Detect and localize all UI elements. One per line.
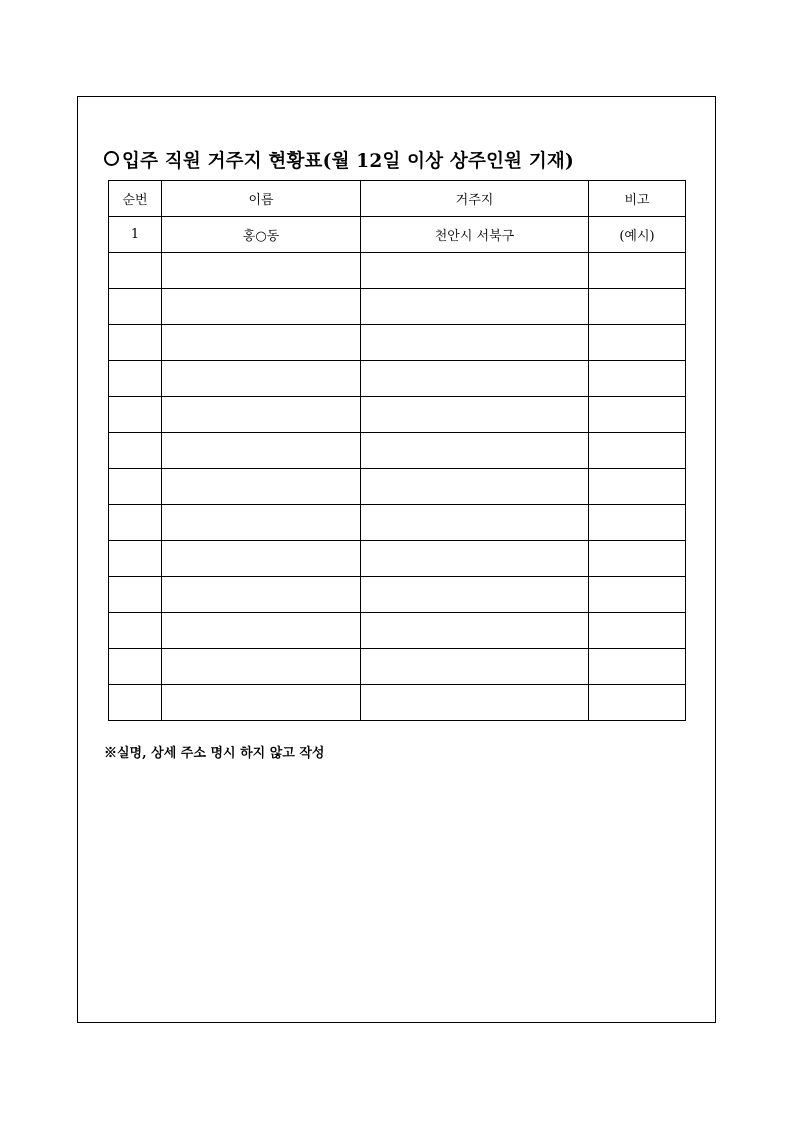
residence-status-table — [108, 180, 686, 721]
cell-no: 1 — [109, 217, 162, 253]
cell-address — [361, 469, 589, 505]
cell-no — [109, 289, 162, 325]
cell-address — [361, 361, 589, 397]
cell-note — [589, 577, 686, 613]
table-row — [109, 361, 686, 397]
table-row — [109, 577, 686, 613]
cell-no — [109, 577, 162, 613]
cell-name — [162, 649, 361, 685]
table-row — [109, 469, 686, 505]
cell-address — [361, 433, 589, 469]
table-header-row — [109, 181, 686, 217]
cell-address — [361, 325, 589, 361]
cell-note — [589, 325, 686, 361]
cell-name — [162, 253, 361, 289]
cell-note — [589, 649, 686, 685]
cell-note — [589, 613, 686, 649]
cell-name: 홍○동 — [162, 217, 361, 253]
footnote: ※실명, 상세 주소 명시 하지 않고 작성 — [104, 746, 325, 761]
cell-note: (예시) — [589, 217, 686, 253]
cell-address — [361, 649, 589, 685]
cell-name — [162, 397, 361, 433]
cell-note — [589, 541, 686, 577]
header-address: 거주지 — [361, 181, 589, 217]
cell-name — [162, 289, 361, 325]
cell-no — [109, 253, 162, 289]
cell-note — [589, 397, 686, 433]
cell-no — [109, 505, 162, 541]
cell-address — [361, 397, 589, 433]
cell-name — [162, 325, 361, 361]
cell-name — [162, 433, 361, 469]
table-row — [109, 649, 686, 685]
cell-no — [109, 685, 162, 721]
cell-no — [109, 541, 162, 577]
table-row — [109, 685, 686, 721]
cell-no — [109, 397, 162, 433]
cell-address — [361, 253, 589, 289]
table-body — [109, 217, 686, 721]
cell-address — [361, 577, 589, 613]
cell-address — [361, 613, 589, 649]
cell-name — [162, 541, 361, 577]
table-row — [109, 541, 686, 577]
table-row — [109, 433, 686, 469]
cell-address: 천안시 서북구 — [361, 217, 589, 253]
circle-bullet-icon — [104, 151, 119, 166]
cell-name — [162, 469, 361, 505]
table-row — [109, 613, 686, 649]
cell-no — [109, 325, 162, 361]
cell-note — [589, 469, 686, 505]
cell-name — [162, 361, 361, 397]
document-title — [104, 150, 574, 174]
cell-address — [361, 505, 589, 541]
header-no: 순번 — [109, 181, 162, 217]
cell-name — [162, 685, 361, 721]
cell-no — [109, 469, 162, 505]
table-row — [109, 217, 686, 253]
table-row — [109, 505, 686, 541]
cell-note — [589, 253, 686, 289]
cell-no — [109, 361, 162, 397]
header-name: 이름 — [162, 181, 361, 217]
cell-no — [109, 613, 162, 649]
cell-no — [109, 433, 162, 469]
cell-address — [361, 541, 589, 577]
header-note: 비고 — [589, 181, 686, 217]
table-row — [109, 289, 686, 325]
cell-note — [589, 433, 686, 469]
table-row — [109, 253, 686, 289]
table-row — [109, 325, 686, 361]
table-row — [109, 397, 686, 433]
document-title-text: 입주 직원 거주지 현황표(월 12일 이상 상주인원 기재) — [122, 151, 574, 172]
cell-address — [361, 685, 589, 721]
cell-name — [162, 505, 361, 541]
cell-name — [162, 577, 361, 613]
cell-no — [109, 649, 162, 685]
cell-note — [589, 505, 686, 541]
cell-address — [361, 289, 589, 325]
cell-note — [589, 361, 686, 397]
cell-name — [162, 613, 361, 649]
cell-note — [589, 289, 686, 325]
cell-note — [589, 685, 686, 721]
